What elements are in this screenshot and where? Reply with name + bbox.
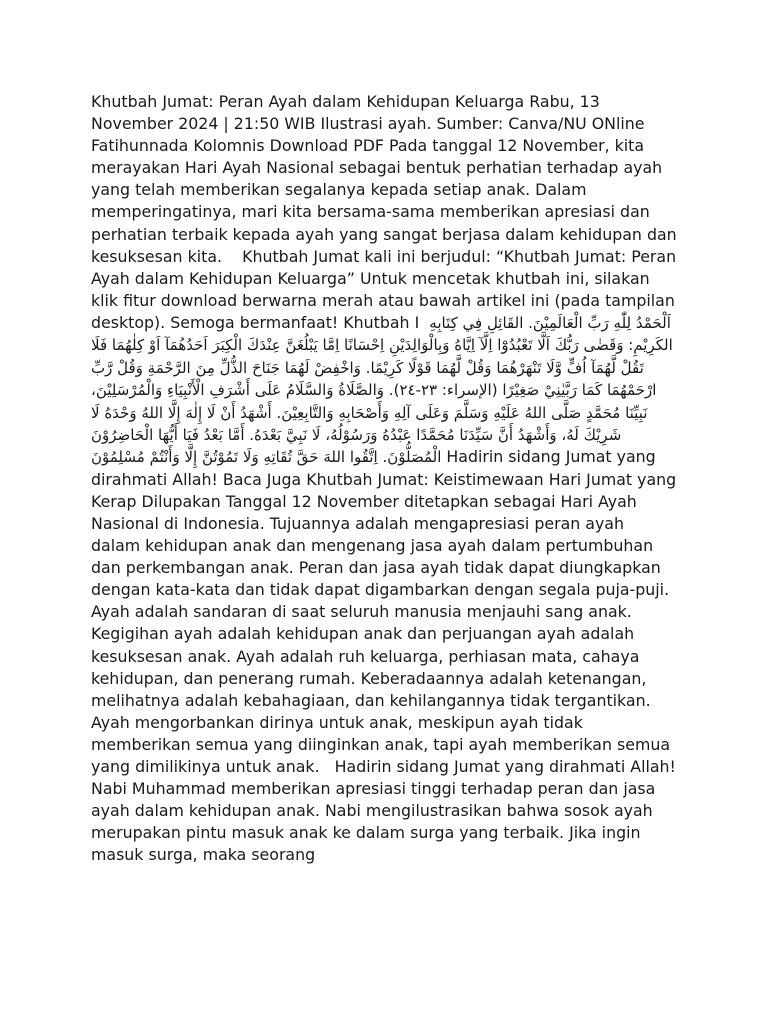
article-intro-text: Khutbah Jumat: Peran Ayah dalam Kehidupan Keluarga Rabu, 13 November 2024 | 21:50 WIB Ilustrasi ayah. Sumber: Canva/NU ONline Fatihunnada Kolomnis Download PDF Pada tanggal 12 November, kita merayakan Hari Ayah Nasional sebagai bentuk perhatian terhadap ayah yang telah memberikan segalanya kepada setiap anak. Dalam memperingatinya, mari kita bersama-sama memberikan apresiasi dan perhatian terbaik kepada ayah yang sangat berjasa dalam kehidupan dan kesuksesan kita. Khutbah Jumat kali ini berjudul: “Khutbah Jumat: Peran Ayah dalam Kehidupan Keluarga” Untuk mencetak khutbah ini, silakan klik fitur download berwarna merah atau bawah artikel ini (pada tampilan desktop). Semoga bermanfaat! Khutbah I bbox=[91, 92, 682, 332]
article-text bbox=[91, 91, 691, 866]
document-page bbox=[91, 91, 691, 866]
article-body-text: Hadirin sidang Jumat yang dirahmati Allah! Baca Juga Khutbah Jumat: Keistimewaan Hari Jumat yang Kerap Dilupakan Tanggal 12 November ditetapkan sebagai Hari Ayah Nasional di Indonesia. Tujuannya adalah mengapresiasi peran ayah dalam kehidupan anak dan mengenang jasa ayah dalam pertumbuhan dan perkembangan anak. Peran dan jasa ayah tidak dapat diungkapkan dengan kata-kata dan tidak dapat digambarkan dengan segala puja-puji. Ayah adalah sandaran di saat seluruh manusia menjauhi sang anak. Kegigihan ayah adalah kehidupan anak dan perjuangan ayah adalah kesuksesan anak. Ayah adalah ruh keluarga, perhiasan mata, cahaya kehidupan, dan penerang rumah. Keberadaannya adalah ketenangan, melihatnya adalah kebahagiaan, dan kehilangannya tidak tergantikan. Ayah mengorbankan dirinya untuk anak, meskipun ayah tidak memberikan semua yang diinginkan anak, tapi ayah memberikan semua yang dimilikinya untuk anak. Hadirin sidang Jumat yang dirahmati Allah! Nabi Muhammad memberikan apresiasi tinggi terhadap peran dan jasa ayah dalam kehidupan anak. Nabi mengilustrasikan bahwa sosok ayah merupakan pintu masuk anak ke dalam surga yang terbaik. Jika ingin masuk surga, maka seorang bbox=[91, 447, 691, 865]
arabic-khutbah-text: اَلْحَمْدُ لِلّٰهِ رَبِّ الْعَالَمِيْنَ. القَائِلِ فِي كِتَابِهِ الكَرِيْمِ: وَقَضٰى رَبُّكَ اَلَّا تَعْبُدُوْٓا اِلَّآ اِيَّاهُ وَبِالْوَالِدَيْنِ اِحْسَانًا اِمَّا يَبْلُغَنَّ عِنْدَكَ الْكِبَرَ اَحَدُهُمَآ اَوْ كِلٰهُمَا فَلَا تَقُلْ لَّهُمَآ اُفٍّ وَّلَا تَنْهَرْهُمَا وَقُلْ لَّهُمَا قَوْلًا كَرِيْمًا. وَاخْفِضْ لَهُمَا جَنَاحَ الذُّلِّ مِنَ الرَّحْمَةِ وَقُلْ رَّبِّ ارْحَمْهُمَا كَمَا رَبَّيٰنِيْ صَغِيْرًا (الإسراء: ٢٣-٢٤). وَالصَّلَاةُ وَالسَّلَامُ عَلَى أَشْرَفِ الْأَنْبِيَاءِ وَالْمُرْسَلِيْنَ، نَبِيِّنَا مُحَمَّدٍ صَلَّى اللهُ عَلَيْهِ وَسَلَّمَ وَعَلَى آلِهِ وَأَصْحَابِهِ وَالتَّابِعِيْنَ. أَشْهَدُ أَنْ لَا إِلٰهَ إِلَّا اللهُ وَحْدَهُ لَا شَرِيْكَ لَهُ، وَأَشْهَدُ أَنَّ سَيِّدَنَا مُحَمَّدًا عَبْدُهُ وَرَسُوْلُهُ، لَا نَبِيَّ بَعْدَهُ. أَمَّا بَعْدُ فَيَا أَيُّهَا الْحَاضِرُوْنَ الْمُصَلُّوْنَ. اِتَّقُوا اللهَ حَقَّ تُقَاتِهِ وَلَا تَمُوْتُنَّ إِلَّا وَأَنْتُمْ مُسْلِمُوْنَ bbox=[91, 313, 678, 467]
